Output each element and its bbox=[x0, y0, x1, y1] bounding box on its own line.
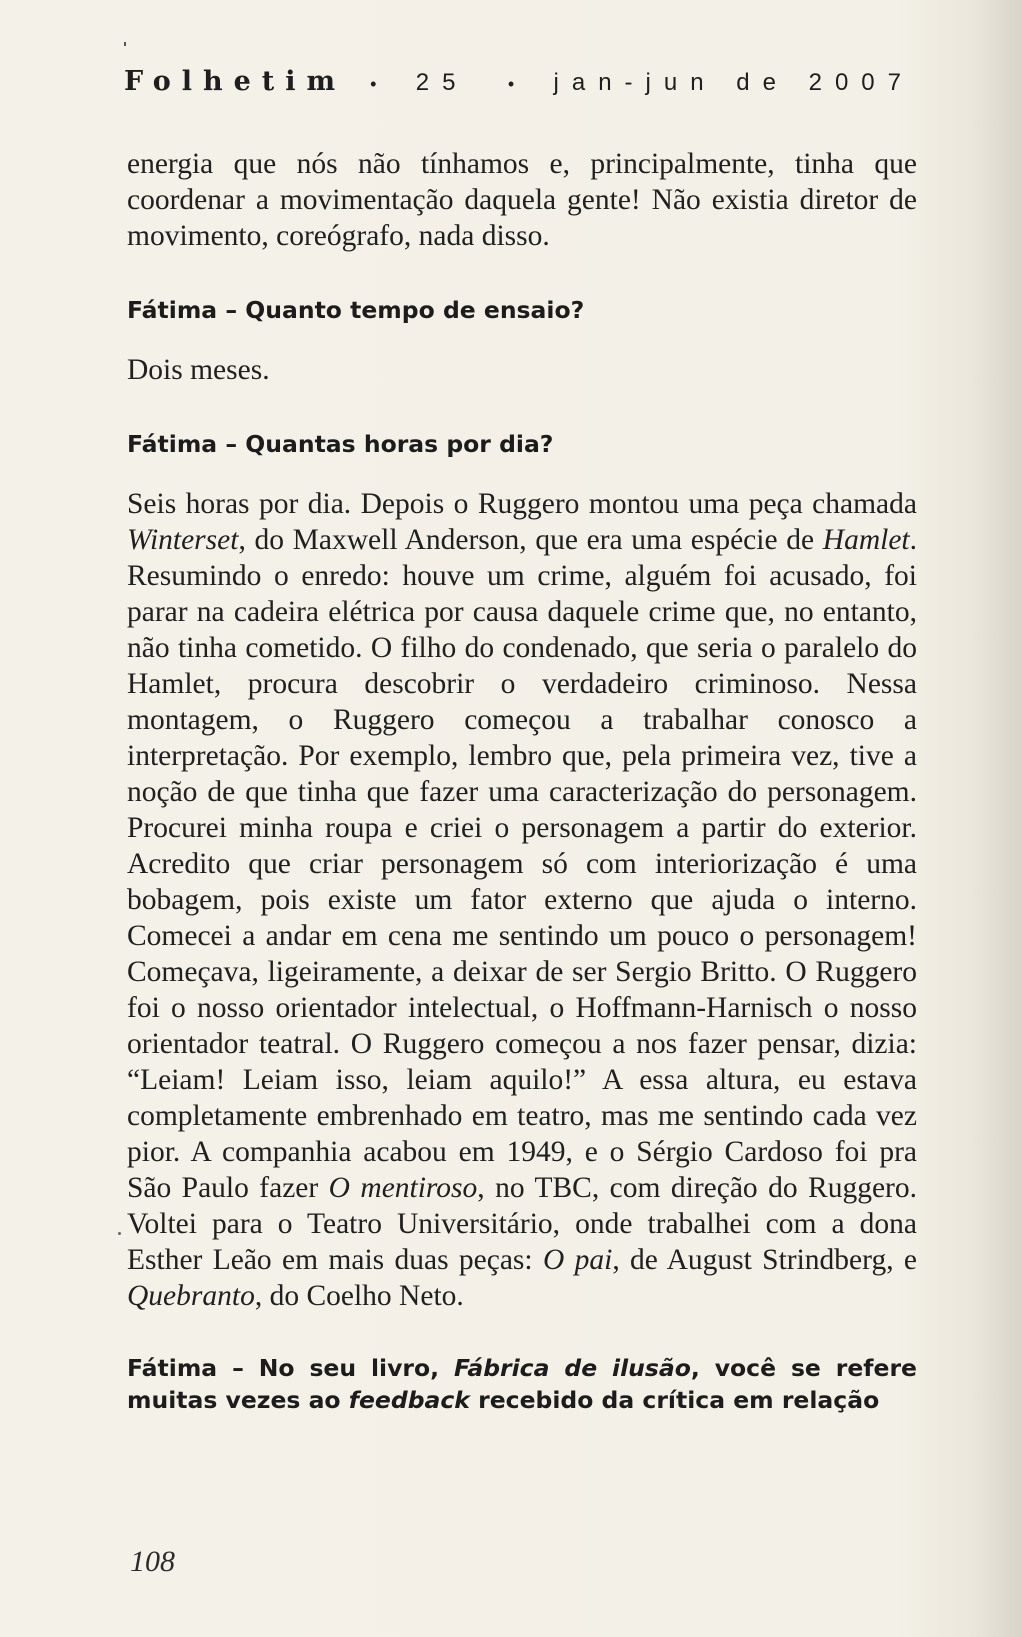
issue-info bbox=[370, 69, 914, 97]
play-title: Quebranto bbox=[127, 1280, 255, 1312]
interviewer-question: Fátima – Quantas horas por dia? bbox=[127, 430, 554, 458]
journal-title: Folhetim bbox=[124, 66, 347, 97]
question-text: , você se refere muitas vezes ao bbox=[127, 1354, 917, 1414]
book-title: Fábrica de ilusão bbox=[454, 1354, 691, 1382]
answer-text: , do Coelho Neto. bbox=[254, 1280, 464, 1312]
separator-dot: • bbox=[507, 74, 515, 94]
interviewer-question: Fátima – Quanto tempo de ensaio? bbox=[127, 296, 585, 324]
main-text bbox=[127, 146, 917, 1416]
separator-dot: • bbox=[370, 74, 377, 94]
answer-text: , no TBC, com direção do Ruggero. Voltei para o Teatro Universitário, onde trabalhei com a dona Esther Leão em mais duas peças: bbox=[127, 1172, 917, 1276]
print-mark bbox=[124, 42, 126, 46]
play-title: O mentiroso bbox=[328, 1172, 478, 1204]
play-title: Hamlet bbox=[822, 524, 910, 556]
play-title: Winterset bbox=[127, 524, 239, 556]
italic-term: feedback bbox=[348, 1386, 470, 1414]
question-text: Fátima – No seu livro, bbox=[127, 1354, 454, 1382]
question-text: recebido da crítica em relação bbox=[469, 1386, 880, 1414]
issue-period: jan-jun de 2007 bbox=[553, 69, 914, 96]
answer-paragraph bbox=[127, 486, 917, 1314]
running-header bbox=[124, 66, 914, 106]
paragraph-continuation: energia que nós não tínhamos e, principalmente, tinha que coordenar a movimentação daquela gente! Não existia diretor de movimento, coreógrafo, nada disso. bbox=[127, 148, 917, 252]
play-title: O pai bbox=[542, 1244, 613, 1276]
answer-text: , de August Strindberg, e bbox=[612, 1244, 918, 1276]
print-mark bbox=[118, 1232, 121, 1235]
answer-text: . Resumindo o enredo: houve um crime, alguém foi acusado, foi parar na cadeira elétrica por causa daquele crime que, no entanto, não tinha cometido. O filho do condenado, que seria o paralelo do Hamlet, procura descobrir o verdadeiro criminoso. Nessa montagem, o Ruggero começou a trabalhar conosco a interpretação. Por exemplo, lembro que, pela primeira vez, tive a noção de que tinha que fazer uma caracterização do personagem. Procurei minha roupa e criei o personagem a partir do exterior. Acredito que criar personagem só com interiorização é uma bobagem, pois existe um fator externo que ajuda o interno. Comecei a andar em cena me sentindo um pouco o personagem! Começava, ligeiramente, a deixar de ser Sergio Britto. O Ruggero foi o nosso orientador intelectual, o Hoffmann-Harnisch o nosso orientador teatral. O Ruggero começou a nos fazer pensar, dizia: “Leiam! Leiam isso, leiam aquilo!” A essa altura, eu estava completamente embrenhado em teatro, mas me sentindo cada vez pior. A companhia acabou em 1949, e o Sérgio Cardoso foi pra São Paulo fazer bbox=[127, 524, 917, 1204]
issue-number: 25 bbox=[415, 69, 469, 96]
interviewer-question bbox=[127, 1352, 917, 1416]
answer-text: , do Maxwell Anderson, que era uma espécie de bbox=[238, 524, 823, 556]
answer-text: Seis horas por dia. Depois o Ruggero montou uma peça chamada bbox=[127, 488, 917, 520]
page-number: 108 bbox=[130, 1545, 175, 1578]
answer-paragraph: Dois meses. bbox=[127, 354, 270, 386]
